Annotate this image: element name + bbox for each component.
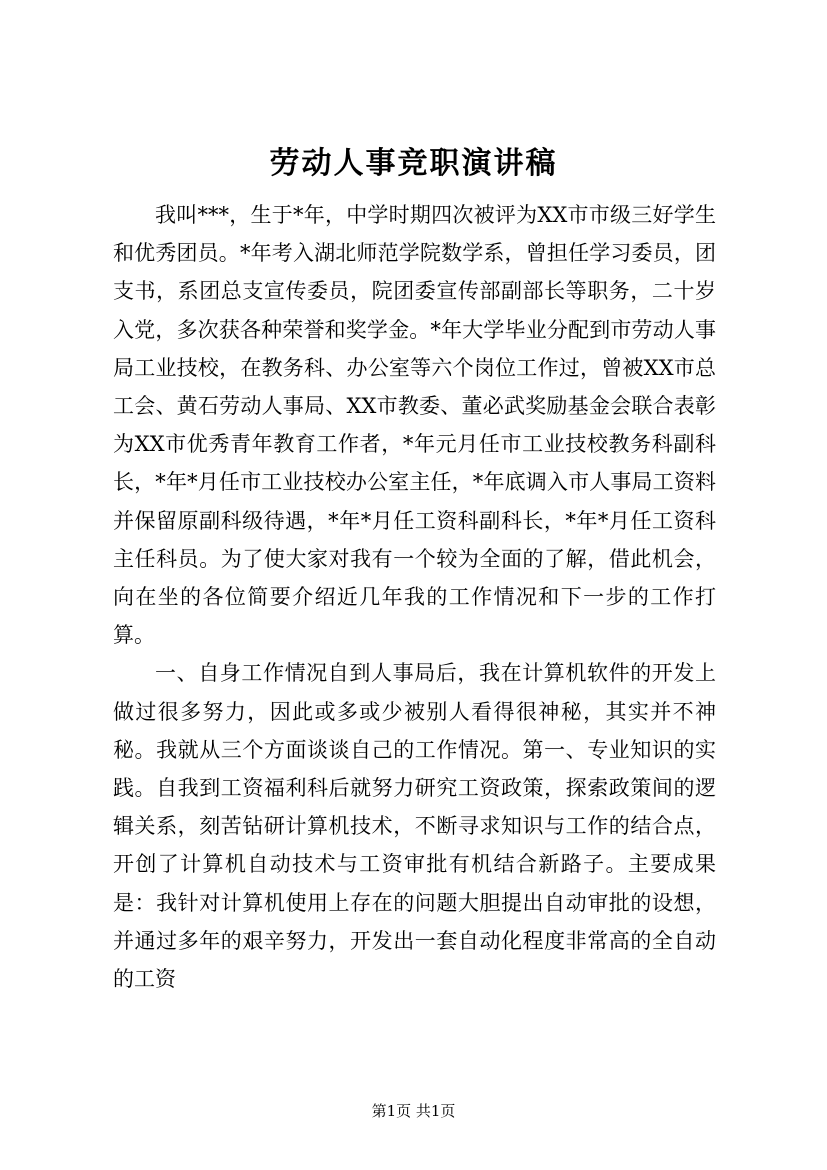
paragraph-2: 一、自身工作情况自到人事局后，我在计算机软件的开发上做过很多努力，因此或多或少被别人看得很神秘，其实并不神秘。我就从三个方面谈谈自己的工作情况。第一、专业知识的实践。自我到工资福利科后就努力研究工资政策，探索政策间的逻辑关系，刻苦钻研计算机技术，不断寻求知识与工作的结合点，开创了计算机自动技术与工资审批有机结合新路子。主要成果是：我针对计算机使用上存在的问题大胆提出自动审批的设想，并通过多年的艰辛努力，开发出一套自动化程度非常高的全自动的工资 [113, 661, 716, 992]
document-body [113, 196, 716, 998]
page-footer: 第1页 共1页 [371, 1102, 456, 1120]
paragraph-1: 我叫***，生于*年，中学时期四次被评为XX市市级三好学生和优秀团员。*年考入湖北师范学院数学系，曾担任学习委员，团支书，系团总支宣传委员，院团委宣传部副部长等职务，二十岁入党，多次获各种荣誉和奖学金。*年大学毕业分配到市劳动人事局工业技校，在教务科、办公室等六个岗位工作过，曾被XX市总工会、黄石劳动人事局、XX市教委、董必武奖励基金会联合表彰为XX市优秀青年教育工作者，*年元月任市工业技校教务科副科长，*年*月任市工业技校办公室主任，*年底调入市人事局工资料并保留原副科级待遇，*年*月任工资科副科长，*年*月任工资科主任科员。为了使大家对我有一个较为全面的了解，借此机会，向在坐的各位简要介绍近几年我的工作情况和下一步的工作打算。 [113, 203, 716, 648]
document-title: 劳动人事竞职演讲稿 [269, 146, 558, 181]
